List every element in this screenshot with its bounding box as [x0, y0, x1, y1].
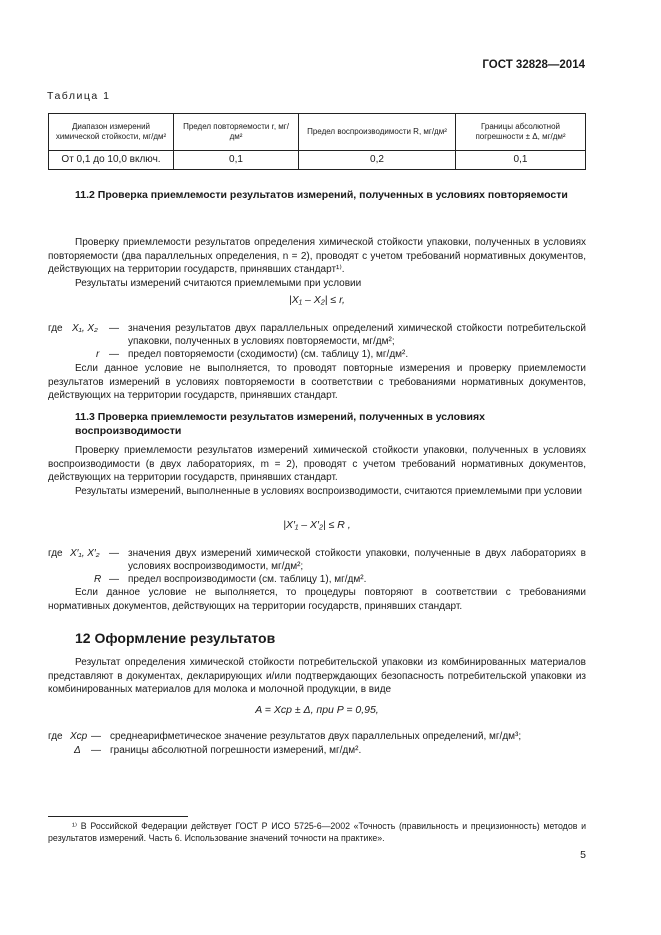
where-symbol: Xср [70, 731, 88, 742]
formula-result: A = Xср ± Δ, при P = 0,95, [255, 704, 379, 716]
where-symbol: X₁, X₂ [72, 323, 98, 334]
section-11-2-conclusion [48, 362, 586, 403]
table-cell: 0,1 [456, 151, 586, 170]
paragraph: Результаты измерений считаются приемлемыми при условии [75, 277, 362, 289]
table-header-cell: Диапазон измерений химической стойкости, мг/дм² [49, 114, 174, 151]
table-cell: 0,1 [174, 151, 299, 170]
where-block-11-3 [48, 547, 586, 587]
standard-code: ГОСТ 32828—2014 [482, 59, 585, 71]
where-block-12 [48, 730, 586, 762]
table-cell: 0,2 [299, 151, 456, 170]
dash: — [109, 574, 119, 585]
paragraph: Если данное условие не выполняется, то проводят повторные измерения и проверку приемлемости результатов измерений в условиях повторяемости в соответствии с требованиями нормативных документов, действующих на территории государств, принявших стандарт. [48, 363, 586, 401]
dash: — [91, 745, 101, 756]
where-symbol: R [94, 574, 102, 585]
table-caption: Таблица 1 [47, 90, 111, 102]
dash: — [109, 548, 119, 559]
paragraph: Проверку приемлемости результатов измерений химической стойкости упаковки, полученных в условиях воспроизводимости (в двух лабораториях, m = 2), проводят с учетом требований нормативных документов, действующих на территории государств, принявших стандарт. [48, 445, 586, 483]
dash: — [109, 349, 119, 360]
footnote-text: ¹⁾ В Российской Федерации действует ГОСТ Р ИСО 5725-6—2002 «Точность (правильность и прецизионность) методов и результатов измерений. Часть 6. Использование значений точности на практике». [48, 821, 586, 843]
page-number: 5 [580, 849, 586, 861]
paragraph: Проверку приемлемости результатов определения химической стойкости упаковки, полученных в условиях повторяемости (два параллельных определения, n = 2), проводят с учетом требований нормативных документов, действующих на территории государств, принявших стандарт¹⁾. [48, 237, 586, 275]
where-symbol: X′₁, X′₂ [70, 548, 100, 559]
where-symbol: Δ [74, 745, 81, 756]
section-11-3-conclusion [48, 586, 586, 613]
formula-repeatability: |X₁ – X₂| ≤ r, [289, 294, 345, 306]
table-row [49, 151, 586, 170]
where-label: где [48, 323, 63, 334]
where-text: среднеарифметическое значение результатов двух параллельных определений, мг/дм³; [110, 731, 522, 742]
where-text: значения результатов двух параллельных определений химической стойкости потребительской упаковки, полученных в условиях повторяемости, мг/дм²; [128, 323, 586, 347]
where-symbol: r [96, 349, 100, 360]
where-text: значения двух измерений химической стойкости упаковки, полученные в двух лабораториях в условиях воспроизводимости, мг/дм²; [128, 548, 586, 572]
section-12-body [48, 656, 586, 697]
footnote-separator [48, 816, 188, 817]
where-block-11-2 [48, 322, 586, 362]
paragraph: Если данное условие не выполняется, то процедуры повторяют в соответствии с требованиями нормативных документов, действующих на территории государств, принявших стандарт. [48, 587, 586, 612]
where-label: где [48, 731, 63, 742]
where-text: предел воспроизводимости (см. таблицу 1), мг/дм². [128, 574, 367, 585]
dash: — [91, 731, 101, 742]
formula-reproducibility: |X′₁ – X′₂| ≤ R , [283, 519, 351, 531]
section-11-3-title: 11.3 Проверка приемлемости результатов измерений, полученных в условиях воспроизводимости [75, 411, 485, 437]
paragraph: Результат определения химической стойкости потребительской упаковки из комбинированных материалов представляют в документах, декларирующих и/или подтверждающих безопасность потребительской упаковки из комбинированных материалов для молока и молочной продукции, в виде [48, 657, 586, 695]
table-header-row [49, 114, 586, 151]
section-11-2-title: 11.2 Проверка приемлемости результатов измерений, полученных в условиях повторяемости [75, 189, 568, 201]
table-1 [48, 113, 586, 170]
where-label: где [48, 548, 63, 559]
section-12-title: 12 Оформление результатов [75, 630, 276, 646]
dash: — [109, 323, 119, 334]
paragraph: Результаты измерений, выполненные в условиях воспроизводимости, считаются приемлемыми при условии [75, 485, 582, 497]
where-text: границы абсолютной погрешности измерений, мг/дм². [110, 745, 362, 756]
table-cell: От 0,1 до 10,0 включ. [49, 151, 174, 170]
table-header-cell: Предел воспроизводимости R, мг/дм² [299, 114, 456, 151]
table-header-cell: Границы абсолютной погрешности ± Δ, мг/дм² [456, 114, 586, 151]
section-11-2-body [48, 236, 586, 290]
table-header-cell: Предел повторяемости r, мг/дм² [174, 114, 299, 151]
where-text: предел повторяемости (сходимости) (см. таблицу 1), мг/дм². [128, 349, 409, 360]
section-11-3-body [48, 444, 586, 498]
footnote [48, 820, 586, 844]
